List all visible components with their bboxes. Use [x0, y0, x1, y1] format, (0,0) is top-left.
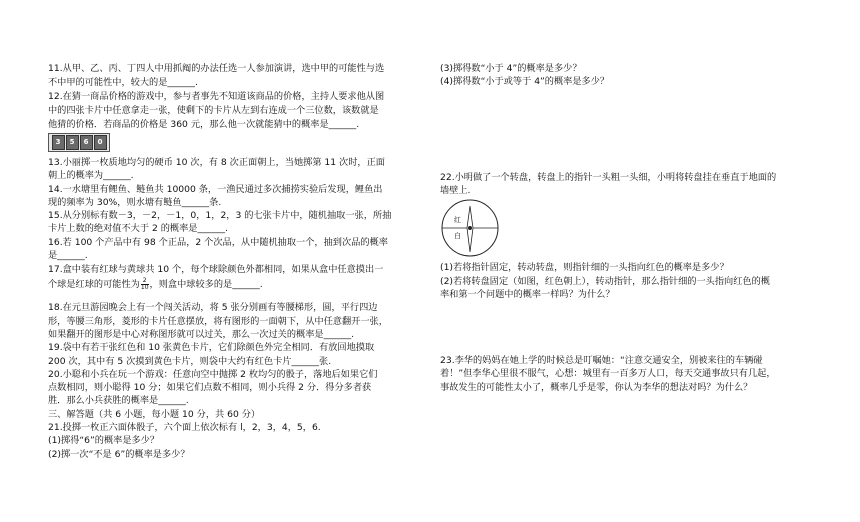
text-line-q14b: 现的频率为 30%，则水塘有鲢鱼______条. — [48, 197, 222, 208]
fraction-denominator: 10 — [140, 284, 149, 291]
text-line-q15b: 卡片上数的绝对值不大于 2 的概率是______. — [48, 223, 228, 234]
text-line-q12b: 中的四张卡片中任意拿走一张，使剩下的卡片从左到右连成一个三位数，该数就是 — [48, 105, 379, 116]
text-line-q23b: 着！”但李华心里很不服气，心想：城里有一百多万人口，每天交通事故只有几起， — [440, 368, 776, 379]
text-line-sec3: 三、解答题（共 6 小题，每小题 10 分，共 60 分） — [48, 409, 261, 420]
number-card: 3 — [52, 135, 65, 150]
fraction-numerator: 2 — [142, 277, 147, 284]
text-line-q23c: 事故发生的可能性太小了，概率几乎是零，你认为李华的想法对吗？为什么？ — [440, 382, 753, 393]
text-line-q22a: 22.小明做了一个转盘，转盘上的指针一头粗一头细，小明将转盘挂在垂直于地面的 — [440, 172, 777, 183]
text-line-q14a: 14.一水塘里有鲤鱼、鲢鱼共 10000 条，一渔民通过多次捕捞实验后发现，鲤鱼出 — [48, 184, 383, 195]
text-line-q16b: 是______. — [48, 250, 88, 261]
text-line-q21b: (1)掷得“6”的概率是多少？ — [48, 435, 160, 446]
text-line-q21a: 21.投掷一枚正六面体骰子，六个面上依次标有 l，2，3，4，5，6. — [48, 422, 321, 433]
text-line-q22e: 率和第一个问题中的概率一样吗？为什么？ — [440, 289, 615, 300]
text-line-q11a: 11.从甲、乙、丙、丁四人中用抓阄的办法任选一人参加演讲，选中甲的可能性与选 — [48, 63, 385, 74]
text-line-q15a: 15.从分别标有数－3，－2，－1，0，1，2，3 的七张卡片中，随机抽取一张，所抽 — [48, 210, 392, 221]
number-card: 0 — [94, 135, 107, 150]
question-17-line-2 — [48, 278, 263, 291]
text-line-q18b: 形，等腰三角形，菱形的卡片任意摆放，将有图形的一面朝下，从中任意翻开一张， — [48, 316, 388, 327]
spinner-red-label: 红 — [454, 216, 461, 224]
text-line-q22b: 墙壁上. — [440, 185, 471, 196]
text-line-q23a: 23.李华的妈妈在她上学的时候总是叮嘱她：“注意交通安全，别被来往的车辆碰 — [440, 355, 763, 366]
number-cards — [48, 133, 110, 152]
q17-text-after: ，则盒中球较多的是______. — [149, 279, 263, 290]
text-line-q20a: 20.小聪和小兵在玩一个游戏：任意向空中抛掷 2 枚均匀的骰子，落地后如果它们 — [48, 369, 378, 380]
text-line-q13a: 13.小丽掷一枚质地均匀的硬币 10 次，有 8 次正面朝上，当她掷第 11 次时，正面 — [48, 157, 385, 168]
text-line-q19a: 19.袋中有若干张红色和 10 张黄色卡片，它们除颜色外完全相同．有放回地摸取 — [48, 342, 375, 353]
text-line-q12c: 他猜的价格．若商品的价格是 360 元，那么他一次就能猜中的概率是______. — [48, 119, 360, 130]
text-line-q18c: 如果翻开的图形是中心对称图形就可以过关，那么一次过关的概率是______. — [48, 329, 355, 340]
text-line-q22d: (2)若将转盘固定（如图，红色朝上），转动指针，那么指针细的一头指向红色的概 — [440, 276, 770, 287]
text-line-q20c: 胜．那么小兵获胜的概率是______. — [48, 395, 189, 406]
text-line-q11b: 不中甲的可能性中，较大的是______. — [48, 77, 198, 88]
text-line-q21c: (2)掷一次“不是 6”的概率是多少？ — [48, 449, 190, 460]
spinner-white-label: 白 — [454, 232, 461, 240]
text-line-q19b: 200 次，其中有 5 次摸到黄色卡片，则袋中大约有红色卡片______张. — [48, 356, 332, 367]
q17-text-before: 个球是红球的可能性为 — [48, 279, 140, 290]
number-card: 5 — [66, 135, 79, 150]
text-line-q17a: 17.盒中装有红球与黄球共 10 个，每个球除颜色外都相同，如果从盒中任意摸出一 — [48, 264, 384, 275]
number-card: 6 — [80, 135, 93, 150]
text-line-q22c: (1)若将指针固定，转动转盘，则指针细的一头指向红色的概率是多少？ — [440, 262, 729, 273]
text-line-q21e: (4)掷得数“小于或等于 4”的概率是多少？ — [440, 76, 610, 87]
text-line-q12a: 12.在猜一商品价格的游戏中，参与者事先不知道该商品的价格，主持人要求他从图 — [48, 91, 385, 102]
text-line-q21d: (3)掷得数“小于 4”的概率是多少？ — [440, 63, 582, 74]
text-line-q18a: 18.在元旦游园晚会上有一个闯关活动，将 5 张分别画有等腰梯形，圆，平行四边 — [48, 302, 378, 313]
spinner-diagram — [440, 198, 502, 260]
spinner-pivot — [468, 226, 472, 230]
text-line-q20b: 点数相同，则小聪得 10 分；如果它们点数不相同，则小兵得 2 分．得分多者获 — [48, 382, 372, 393]
text-line-q16a: 16.若 100 个产品中有 98 个正品，2 个次品，从中随机抽取一个，抽到次品的概率 — [48, 237, 388, 248]
fraction — [141, 278, 149, 291]
text-line-q13b: 朝上的概率为______. — [48, 170, 134, 181]
